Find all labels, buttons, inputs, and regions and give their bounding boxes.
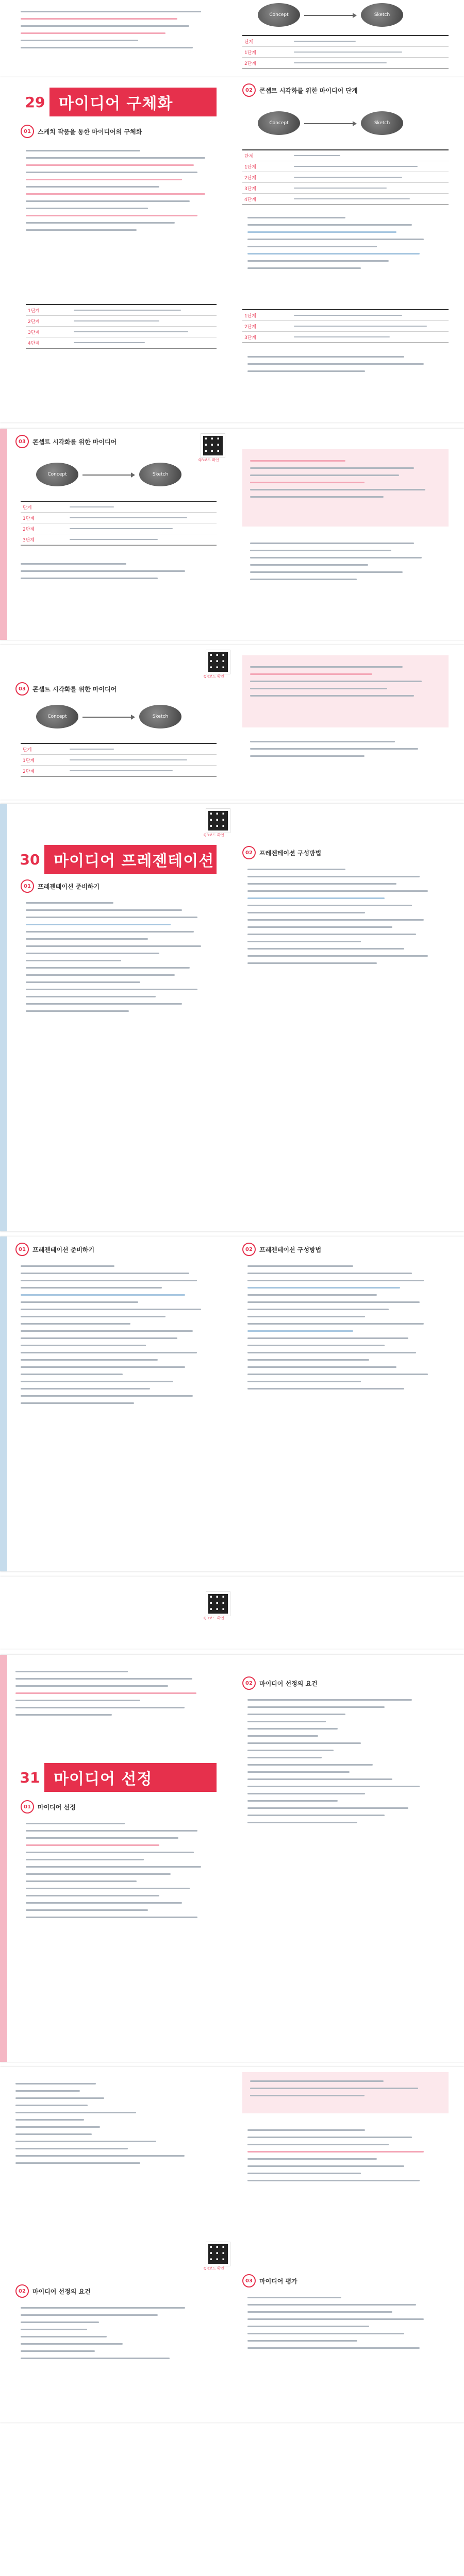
concept-diagram: Concept Sketch: [21, 460, 227, 490]
section-heading: 03 콘셉트 시각화를 위한 마이디어: [15, 434, 117, 449]
page-panel-7: QR코드 확인: [0, 1577, 464, 1649]
section-number-icon: 01: [21, 1800, 34, 1814]
text-block: [247, 1693, 443, 1829]
page-panel-6: [0, 1236, 464, 1571]
table-cell: 1단계: [244, 50, 257, 56]
diagram-arrow: [304, 123, 356, 124]
side-tab: [0, 1655, 7, 2062]
diagram-node-sketch: Sketch: [361, 3, 403, 27]
section-heading: 01 스케치 작품을 통한 마이디어의 구체화: [21, 124, 142, 139]
qr-code[interactable]: [201, 434, 225, 457]
section-number-icon: 03: [15, 435, 29, 448]
text-block: [15, 2077, 217, 2170]
concept-diagram: [242, 108, 449, 139]
section-number-icon: 02: [242, 83, 256, 97]
concept-diagram: Concept Sketch: [21, 702, 227, 733]
section-number-icon: 02: [242, 1676, 256, 1690]
chapter-title: 마이디어 구체화: [59, 95, 173, 113]
qr-code[interactable]: [206, 2242, 230, 2266]
chapter-number: 29: [21, 88, 49, 116]
section-number-icon: 02: [242, 846, 256, 859]
chapter-header-31: [15, 1763, 217, 1792]
chapter-number: 31: [15, 1763, 44, 1792]
section-number-icon: 01: [15, 1243, 29, 1256]
qr-label: QR코드 확인: [198, 458, 219, 462]
diagram-arrow: [304, 15, 356, 16]
text-block: [21, 557, 217, 585]
section-number-icon: 01: [21, 125, 34, 138]
stage-table: 1단계 2단계 3단계 4단계: [26, 304, 217, 349]
text-block: [26, 1817, 217, 1924]
section-heading: 01 프레젠테이션 준비하기: [21, 878, 100, 894]
section-number-icon: 01: [21, 879, 34, 893]
table-header: 단계: [244, 39, 254, 45]
section-heading: 02 프레젠테이션 구성방법: [242, 845, 321, 860]
page-panel-1: [0, 0, 464, 77]
stage-table: 1단계 2단계 3단계: [242, 309, 449, 343]
text-block: [21, 1260, 217, 1410]
section-heading: 03 콘셉트 시각화를 위한 마이디어: [15, 681, 117, 697]
diagram-arrow: [82, 717, 134, 718]
section-number-icon: 02: [15, 2284, 29, 2298]
page-panel-4: QR코드 확인 03 콘셉트 시각화를 위한 마이디어 Concept Sketch 단계 1단계 2단계: [0, 645, 464, 800]
chapter-header-30: [15, 845, 217, 874]
side-tab: [0, 429, 7, 640]
diagram-node-concept: Concept: [258, 111, 300, 135]
page-panel-3: [0, 429, 464, 640]
section-number-icon: 03: [15, 682, 29, 696]
text-block: [250, 2075, 441, 2102]
text-block: [247, 863, 443, 970]
section-heading: 02 마이디어 선정의 요건: [242, 1675, 318, 1691]
stage-table: 단계 1단계 2단계 3단계: [21, 501, 217, 546]
section-heading: 03 마이디어 평가: [242, 2273, 297, 2289]
section-number-icon: 03: [242, 2274, 256, 2287]
text-block: [247, 211, 443, 275]
diagram-node-concept: Concept: [258, 3, 300, 27]
concept-diagram: [242, 0, 449, 31]
page-panel-ch31: [0, 1655, 464, 2062]
qr-code[interactable]: [206, 809, 230, 833]
qr-code[interactable]: [206, 1592, 230, 1616]
text-block: [15, 1665, 217, 1721]
text-block: [247, 1260, 443, 1395]
text-block: [250, 660, 441, 702]
page-background: [0, 2427, 464, 2576]
text-block: [247, 350, 443, 378]
page-panel-9: QR코드 확인 02 마이디어 선정의 요건 03 마이디어 평가: [0, 2067, 464, 2422]
section-heading: 02 마이디어 선정의 요건: [15, 2283, 91, 2299]
page-panel-ch30: QR코드 확인 30 마이디어 프레젠테이션 01 프레젠테이션 준비하기 02 프레젠테이션 구성방법: [0, 804, 464, 1231]
section-number-icon: 02: [242, 1243, 256, 1256]
chapter-header-29: [21, 88, 217, 116]
text-block: [21, 5, 217, 54]
stage-table: 단계 1단계 2단계: [21, 743, 217, 777]
side-tab: [0, 804, 7, 1231]
chapter-number: 30: [15, 845, 44, 874]
section-heading: 01 마이디어 선정: [21, 1799, 76, 1815]
text-block: [250, 735, 441, 762]
qr-code[interactable]: [206, 650, 230, 674]
diagram-node-sketch: Sketch: [361, 111, 403, 135]
stage-table: [242, 35, 449, 69]
text-block: [21, 2301, 217, 2365]
text-block: [26, 144, 217, 236]
chapter-title: 마이디어 프레젠테이션: [54, 852, 214, 870]
text-block: [247, 2124, 443, 2187]
text-block: [250, 537, 441, 586]
section-heading: 01 프레젠테이션 준비하기: [15, 1242, 94, 1257]
section-heading: 02 콘셉트 시각화를 위한 마이디어 단계: [242, 82, 358, 98]
page-panel-ch29: [0, 77, 464, 422]
side-tab: [0, 1236, 7, 1571]
table-cell: 2단계: [244, 61, 257, 66]
diagram-arrow: [82, 474, 134, 476]
chapter-title: 마이디어 선정: [54, 1770, 153, 1788]
text-block: [250, 454, 441, 503]
stage-table: 단계 1단계 2단계 3단계 4단계: [242, 149, 449, 205]
section-heading: 02 프레젠테이션 구성방법: [242, 1242, 321, 1257]
text-block: [26, 896, 217, 1018]
text-block: [247, 2291, 443, 2354]
